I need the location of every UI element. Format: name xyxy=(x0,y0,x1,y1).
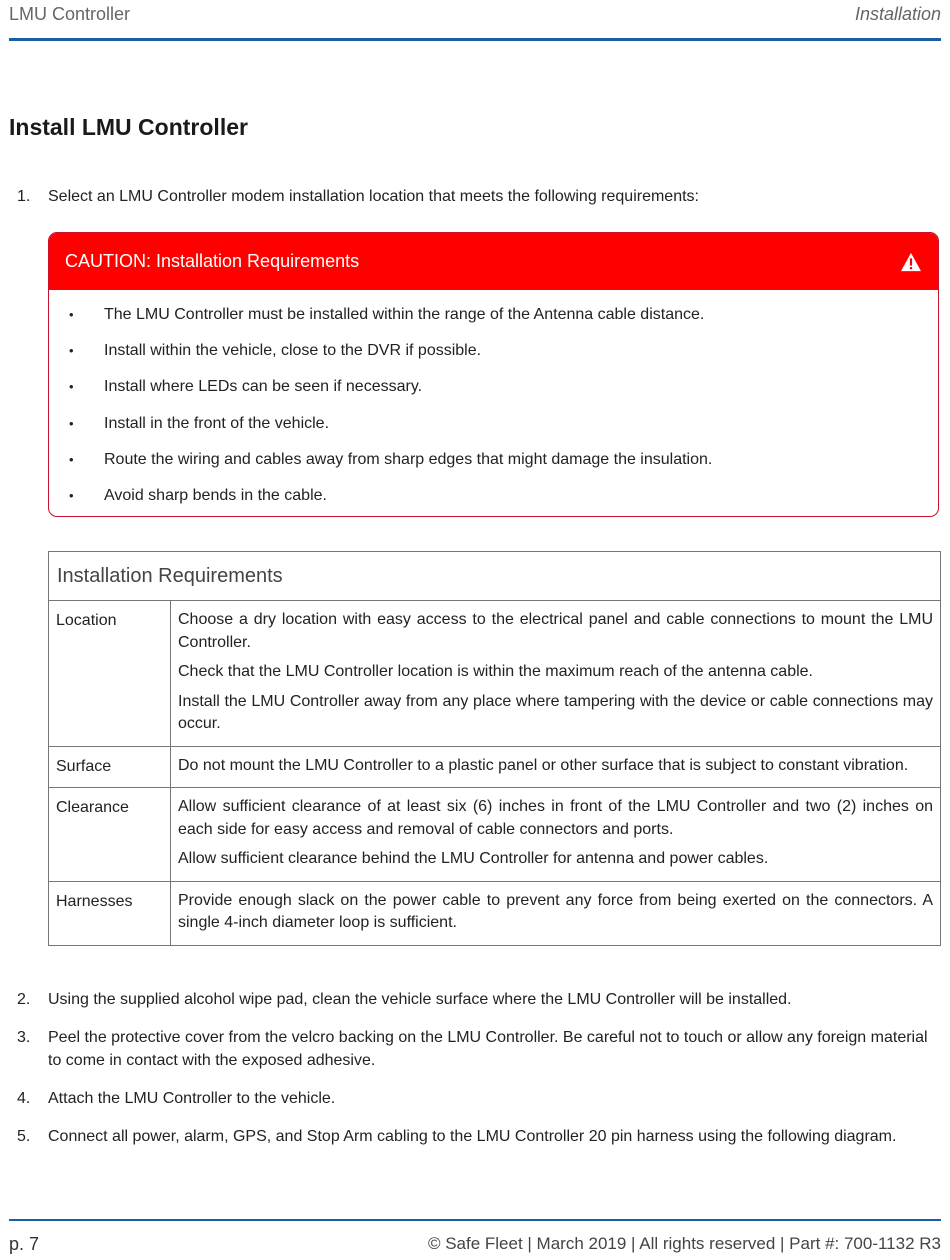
row-label: Harnesses xyxy=(49,881,171,945)
footer-divider xyxy=(9,1219,941,1221)
caution-item: • Avoid sharp bends in the cable. xyxy=(49,478,938,514)
table-title-row xyxy=(49,552,941,601)
footer-copyright: © Safe Fleet | March 2019 | All rights reserved | Part #: 700-1132 R3 xyxy=(427,1234,941,1253)
row-label: Clearance xyxy=(49,788,171,882)
step-text: Connect all power, alarm, GPS, and Stop Arm cabling to the LMU Controller 20 pin harness using the following diagram. xyxy=(48,1128,897,1145)
caution-list xyxy=(49,290,938,514)
step-number: 4. xyxy=(17,1090,31,1107)
bullet-icon: • xyxy=(69,307,74,322)
step-number: 2. xyxy=(17,991,31,1008)
page-number: p. 7 xyxy=(9,1234,40,1254)
bullet-icon: • xyxy=(69,379,74,395)
row-description: Do not mount the LMU Controller to a plastic panel or other surface that is subject to constant vibration. xyxy=(171,746,941,788)
warning-triangle-icon xyxy=(900,252,922,272)
row-label: Surface xyxy=(49,746,171,788)
step-number: 5. xyxy=(17,1128,31,1145)
row-description: Choose a dry location with easy access to the electrical panel and cable connections to mount the LMU Controller. Check that the LMU Controller location is within the maximum reach of the antenna cable. Install the LMU Controller away from any place where tampering with the device or cable connections may occur. xyxy=(171,601,941,747)
row-description: Provide enough slack on the power cable to prevent any force from being exerted on the connectors. A single 4-inch diameter loop is sufficient. xyxy=(171,881,941,945)
caution-item: • The LMU Controller must be installed within the range of the Antenna cable distance. xyxy=(49,297,938,333)
step-text: Using the supplied alcohol wipe pad, clean the vehicle surface where the LMU Controller will be installed. xyxy=(48,991,792,1008)
bullet-icon: • xyxy=(69,451,74,467)
header-section-title: Installation xyxy=(854,4,941,24)
caution-item: • Install within the vehicle, close to the DVR if possible. xyxy=(49,333,938,369)
row-label: Location xyxy=(49,601,171,747)
bullet-icon: • xyxy=(69,415,74,431)
step-number: 3. xyxy=(17,1029,31,1046)
caution-title: CAUTION: Installation Requirements xyxy=(65,251,360,271)
caution-item: • Route the wiring and cables away from sharp edges that might damage the insulation. xyxy=(49,442,938,478)
table-row xyxy=(49,601,941,747)
step-number: 1. xyxy=(17,188,31,205)
table-row xyxy=(49,746,941,788)
step-text: Peel the protective cover from the velcro backing on the LMU Controller. Be careful not to touch or allow any foreign material to come in contact with the exposed adhesive. xyxy=(48,1029,928,1069)
header-doc-title: LMU Controller xyxy=(9,4,131,24)
step-text: Select an LMU Controller modem installation location that meets the following requirements: xyxy=(48,188,699,205)
table-row xyxy=(49,788,941,882)
header-divider xyxy=(9,38,941,41)
bullet-icon: • xyxy=(69,487,74,503)
row-description: Allow sufficient clearance of at least six (6) inches in front of the LMU Controller and two (2) inches on each side for easy access and removal of cable connectors and ports. Allow sufficient clearance behind the LMU Controller for antenna and power cables. xyxy=(171,788,941,882)
step-text: Attach the LMU Controller to the vehicle. xyxy=(48,1090,336,1107)
requirements-table xyxy=(48,551,941,946)
caution-item: • Install where LEDs can be seen if necessary. xyxy=(49,369,938,405)
caution-box xyxy=(48,232,939,517)
caution-header xyxy=(49,233,938,290)
page-title: Install LMU Controller xyxy=(9,114,248,140)
table-row xyxy=(49,881,941,945)
bullet-icon: • xyxy=(69,343,74,359)
caution-item: • Install in the front of the vehicle. xyxy=(49,406,938,442)
table-title: Installation Requirements xyxy=(49,552,941,601)
